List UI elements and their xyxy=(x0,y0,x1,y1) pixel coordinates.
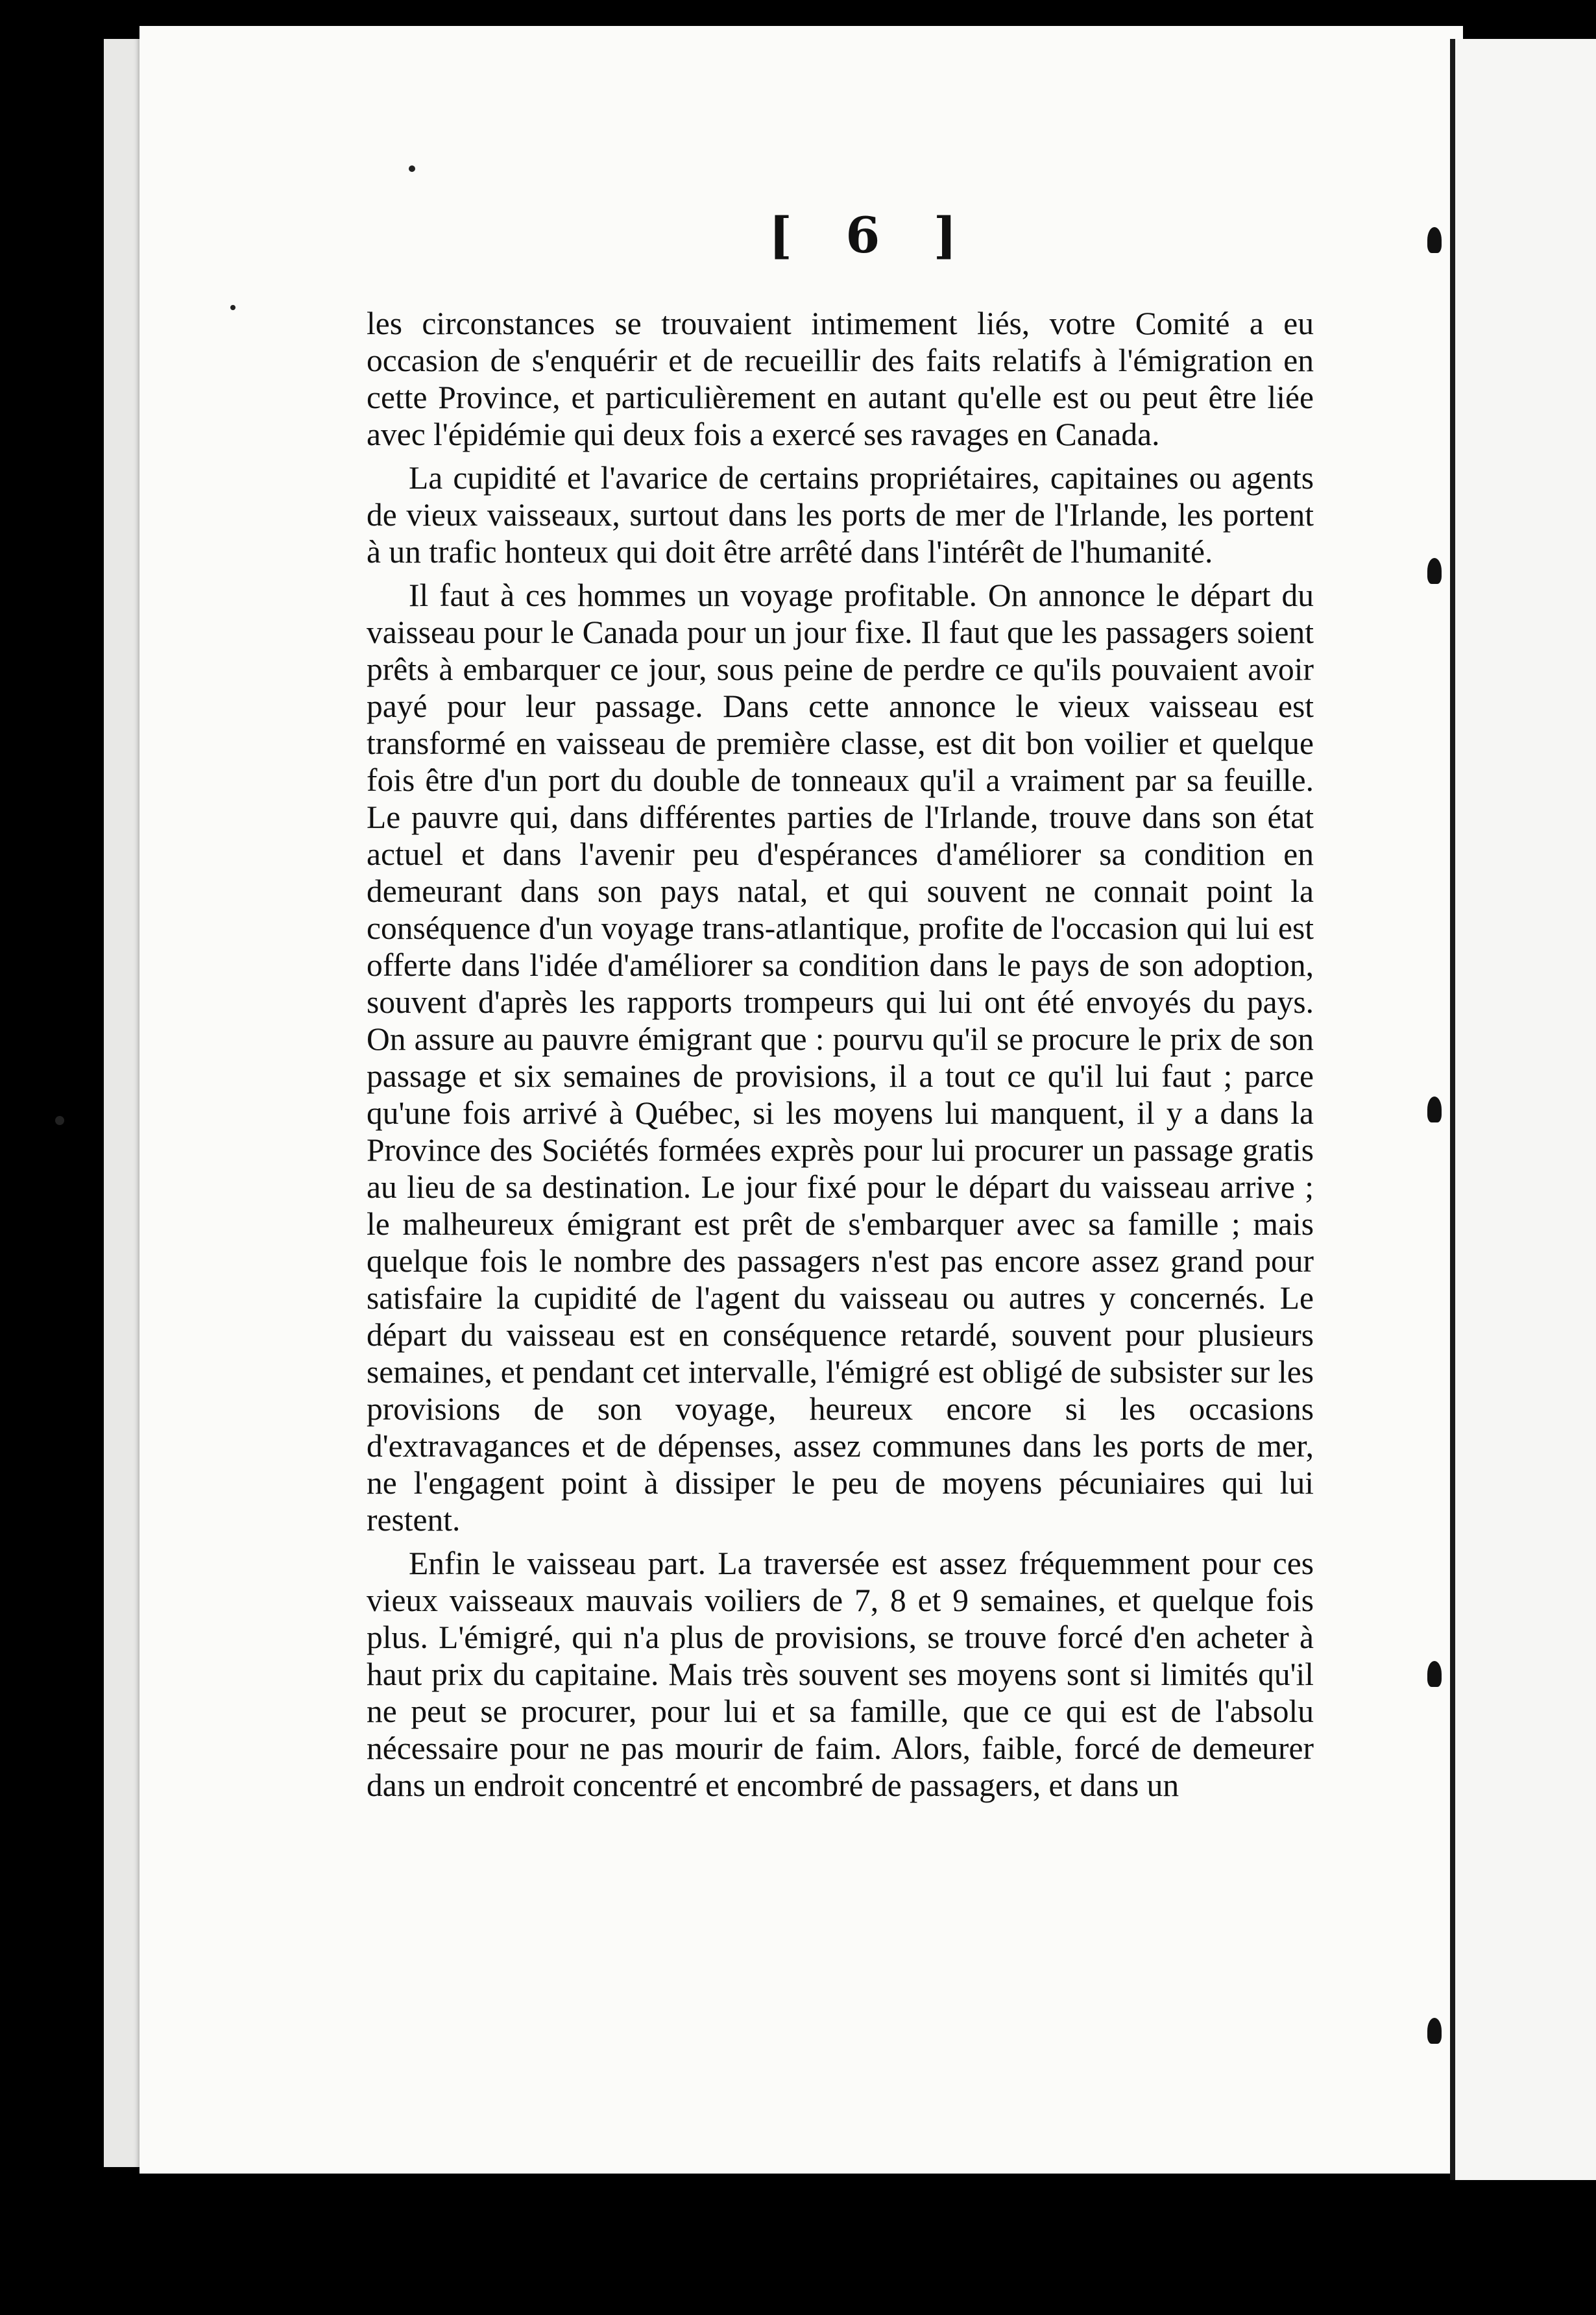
paragraph: Enfin le vaisseau part. La traversée est assez fréquemment pour ces vieux vaisseaux mauvais voiliers de 7, 8 et 9 semaines, et quelque fois plus. L'émigré, qui n'a plus de provisions, se trouve forcé d'en acheter à haut prix du capitaine. Mais très souvent ses moyens sont si limités qu'il ne peut se procurer, pour lui et sa famille, que ce qui est de l'absolu nécessaire pour ne pas mourir de faim. Alors, faible, forcé de demeurer dans un endroit concentré et encombré de passagers, et dans un xyxy=(367,1545,1314,1803)
scan-speck xyxy=(55,1116,64,1125)
body-text xyxy=(367,305,1314,1810)
binding-mark xyxy=(1427,1097,1442,1122)
binding-mark xyxy=(1427,227,1442,253)
page-left-edge xyxy=(104,39,143,2167)
page-number: [ 6 ] xyxy=(769,206,975,264)
scan-speck xyxy=(409,165,415,172)
binding-mark xyxy=(1427,558,1442,584)
adjacent-page-edge xyxy=(1450,39,1596,2180)
binding-mark xyxy=(1427,1661,1442,1687)
binding-mark xyxy=(1427,2018,1442,2044)
paragraph: Il faut à ces hommes un voyage profitable. On annonce le départ du vaisseau pour le Canada pour un jour fixe. Il faut que les passagers soient prêts à embarquer ce jour, sous peine de perdre ce qu'ils pouvaient avoir payé pour leur passage. Dans cette annonce le vieux vaisseau est transformé en vaisseau de première classe, est dit bon voilier et quelque fois être d'un port du double de tonneaux qu'il a vraiment par sa feuille. Le pauvre qui, dans différentes parties de l'Irlande, trouve dans son état actuel et dans l'avenir peu d'espérances d'améliorer sa condition en demeurant dans son pays natal, et qui souvent ne connait point la conséquence d'un voyage trans-atlantique, profite de l'occasion qui lui est offerte dans l'idée d'améliorer sa condition dans le pays de son adoption, souvent d'après les rapports trompeurs qui lui ont été envoyés du pays. On assure au pauvre émigrant que : pourvu qu'il se procure le prix de son passage et six semaines de provisions, il a tout ce qu'il lui faut ; parce qu'une fois arrivé à Québec, si les moyens lui manquent, il y a dans la Province des Sociétés formées exprès pour lui procurer un passage gratis au lieu de sa destination. Le jour fixé pour le départ du vaisseau arrive ; le malheureux émigrant est prêt de s'embarquer avec sa famille ; mais quelque fois le nombre des passagers n'est pas encore assez grand pour satisfaire la cupidité de l'agent du vaisseau ou autres y concernés. Le départ du vaisseau est en conséquence retardé, souvent pour plusieurs semaines, et pendant cet intervalle, l'émigré est obligé de subsister sur les provisions de son voyage, heureux encore si les occasions d'extravagances et de dépenses, assez communes dans les ports de mer, ne l'engagent point à dissiper le peu de moyens pécuniaires qui lui restent. xyxy=(367,577,1314,1538)
paragraph: les circonstances se trouvaient intimement liés, votre Comité a eu occasion de s'enquérir et de recueillir des faits relatifs à l'émigration en cette Province, et particulièrement en autant qu'elle est ou peut être liée avec l'épidémie qui deux fois a exercé ses ravages en Canada. xyxy=(367,306,1314,452)
scan-speck xyxy=(230,305,236,310)
paragraph: La cupidité et l'avarice de certains propriétaires, capitaines ou agents de vieux vaisseaux, surtout dans les ports de mer de l'Irlande, les portent à un trafic honteux qui doit être arrêté dans l'intérêt de l'humanité. xyxy=(367,460,1314,570)
